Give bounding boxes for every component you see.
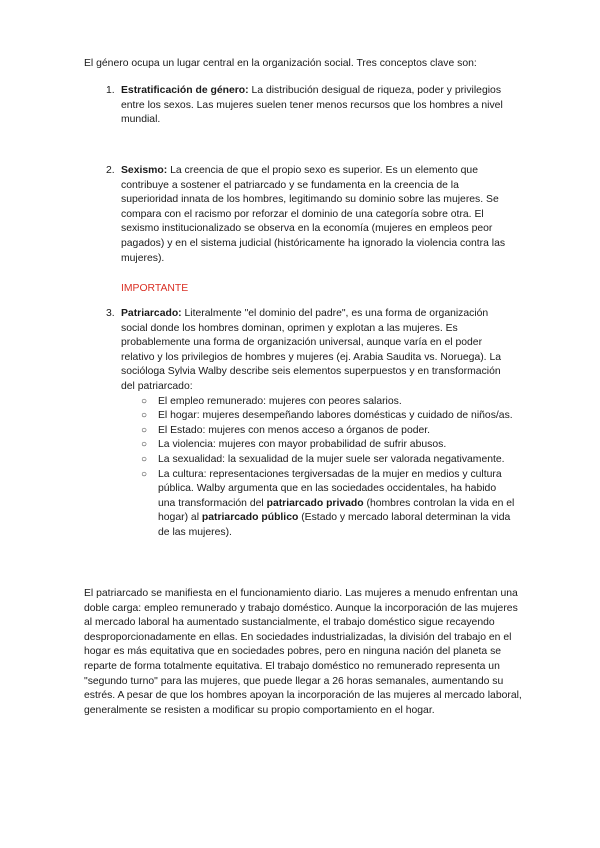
list-item-patriarchy: [106, 307, 516, 541]
circle-bullet-icon: ○: [141, 439, 148, 451]
term-private-patriarchy: patriarcado privado: [266, 497, 364, 509]
term-public-patriarchy: patriarcado público: [201, 512, 299, 524]
circle-bullet-icon: ○: [141, 424, 148, 436]
list-item-body: [121, 164, 516, 266]
list-item-gender-stratification: [106, 84, 516, 128]
list-item-number: 3.: [106, 308, 115, 319]
sub-list-item-state: ○ El Estado: mujeres con menos acceso a órganos de poder.: [141, 424, 516, 439]
list-item-number: 2.: [106, 165, 115, 176]
intro-paragraph: El género ocupa un lugar central en la organización social. Tres conceptos clave son:: [84, 58, 477, 69]
list-item-sexism: [106, 164, 516, 266]
list-item-term: Patriarcado:: [121, 308, 182, 319]
sub-list-item-home: ○ El hogar: mujeres desempeñando labores domésticas y cuidado de niños/as.: [141, 409, 516, 424]
sub-list-item-culture: ○ La cultura: representaciones tergiversadas de la mujer en medios y cultura pública. Walby argumenta que en las sociedades occidentales, ha habido una transformación del patriarcado privado (hombres controlan la vida en el hogar) al patriarcado público (Estado y mercado laboral determinan la vida de las mujeres).: [141, 468, 515, 538]
list-item-body: [121, 307, 516, 541]
sub-list-item-violence: ○ La violencia: mujeres con mayor probabilidad de sufrir abusos.: [141, 438, 516, 453]
sub-list-item-employment: ○ El empleo remunerado: mujeres con peores salarios.: [141, 395, 516, 410]
closing-paragraph: El patriarcado se manifiesta en el funcionamiento diario. Las mujeres a menudo enfrentan una doble carga: empleo remunerado y trabajo doméstico. Aunque la incorporación de las mujeres al mercado laboral ha aumentado sustancialmente, el trabajo doméstico sigue recayendo desproporcionadamente en ellas. En sociedades industrializadas, la división del trabajo en el hogar es más equitativa que en sociedades pobres, pero en ninguna nación del planeta se reparte de forma totalmente equitativa. El trabajo doméstico no remunerado representa un "segundo turno" para las mujeres, que puede llegar a 26 horas semanales, aumentando su estrés. A pesar de que los hombres apoyan la incorporación de las mujeres al mercado laboral, generalmente se resisten a modificar su propio comportamiento en el hogar.: [84, 588, 522, 716]
circle-bullet-icon: ○: [141, 468, 148, 480]
list-item-term: Estratificación de género:: [121, 85, 249, 96]
important-label: IMPORTANTE: [121, 283, 189, 294]
list-item-term: Sexismo:: [121, 165, 168, 176]
list-item-text: Literalmente "el dominio del padre", es una forma de organización social donde los hombres dominan, oprimen y explotan a las mujeres. Es probablemente una forma de organización universal, aunque varía en el poder relativo y los privilegios de hombres y mujeres (ej. Arabia Saudita vs. Noruega). La socióloga Sylvia Walby describe seis elementos superpuestos y en transformación del patriarcado:: [121, 308, 502, 392]
walby-elements-list: [121, 395, 516, 541]
list-item-number: 1.: [106, 85, 115, 96]
list-item-body: [121, 84, 516, 128]
circle-bullet-icon: ○: [141, 410, 148, 422]
list-item-text: La creencia de que el propio sexo es superior. Es un elemento que contribuye a sostener el patriarcado y se fundamenta en la creencia de la superioridad innata de los hombres, legitimando su dominio sobre las mujeres. Se compara con el racismo por reforzar el dominio de una categoría sobre otra. El sexismo institucionalizado se observa en la economía (mujeres en empleos peor pagados) y en el sistema judicial (históricamente ha ignorado la violencia contra las mujeres).: [121, 165, 506, 264]
list-item-text: La distribución desigual de riqueza, poder y privilegios entre los sexos. Las mujeres suelen tener menos recursos que los hombres a nivel mundial.: [121, 85, 503, 126]
circle-bullet-icon: ○: [141, 453, 148, 465]
circle-bullet-icon: ○: [141, 395, 148, 407]
sub-list-item-sexuality: ○ La sexualidad: la sexualidad de la mujer suele ser valorada negativamente.: [141, 453, 516, 468]
